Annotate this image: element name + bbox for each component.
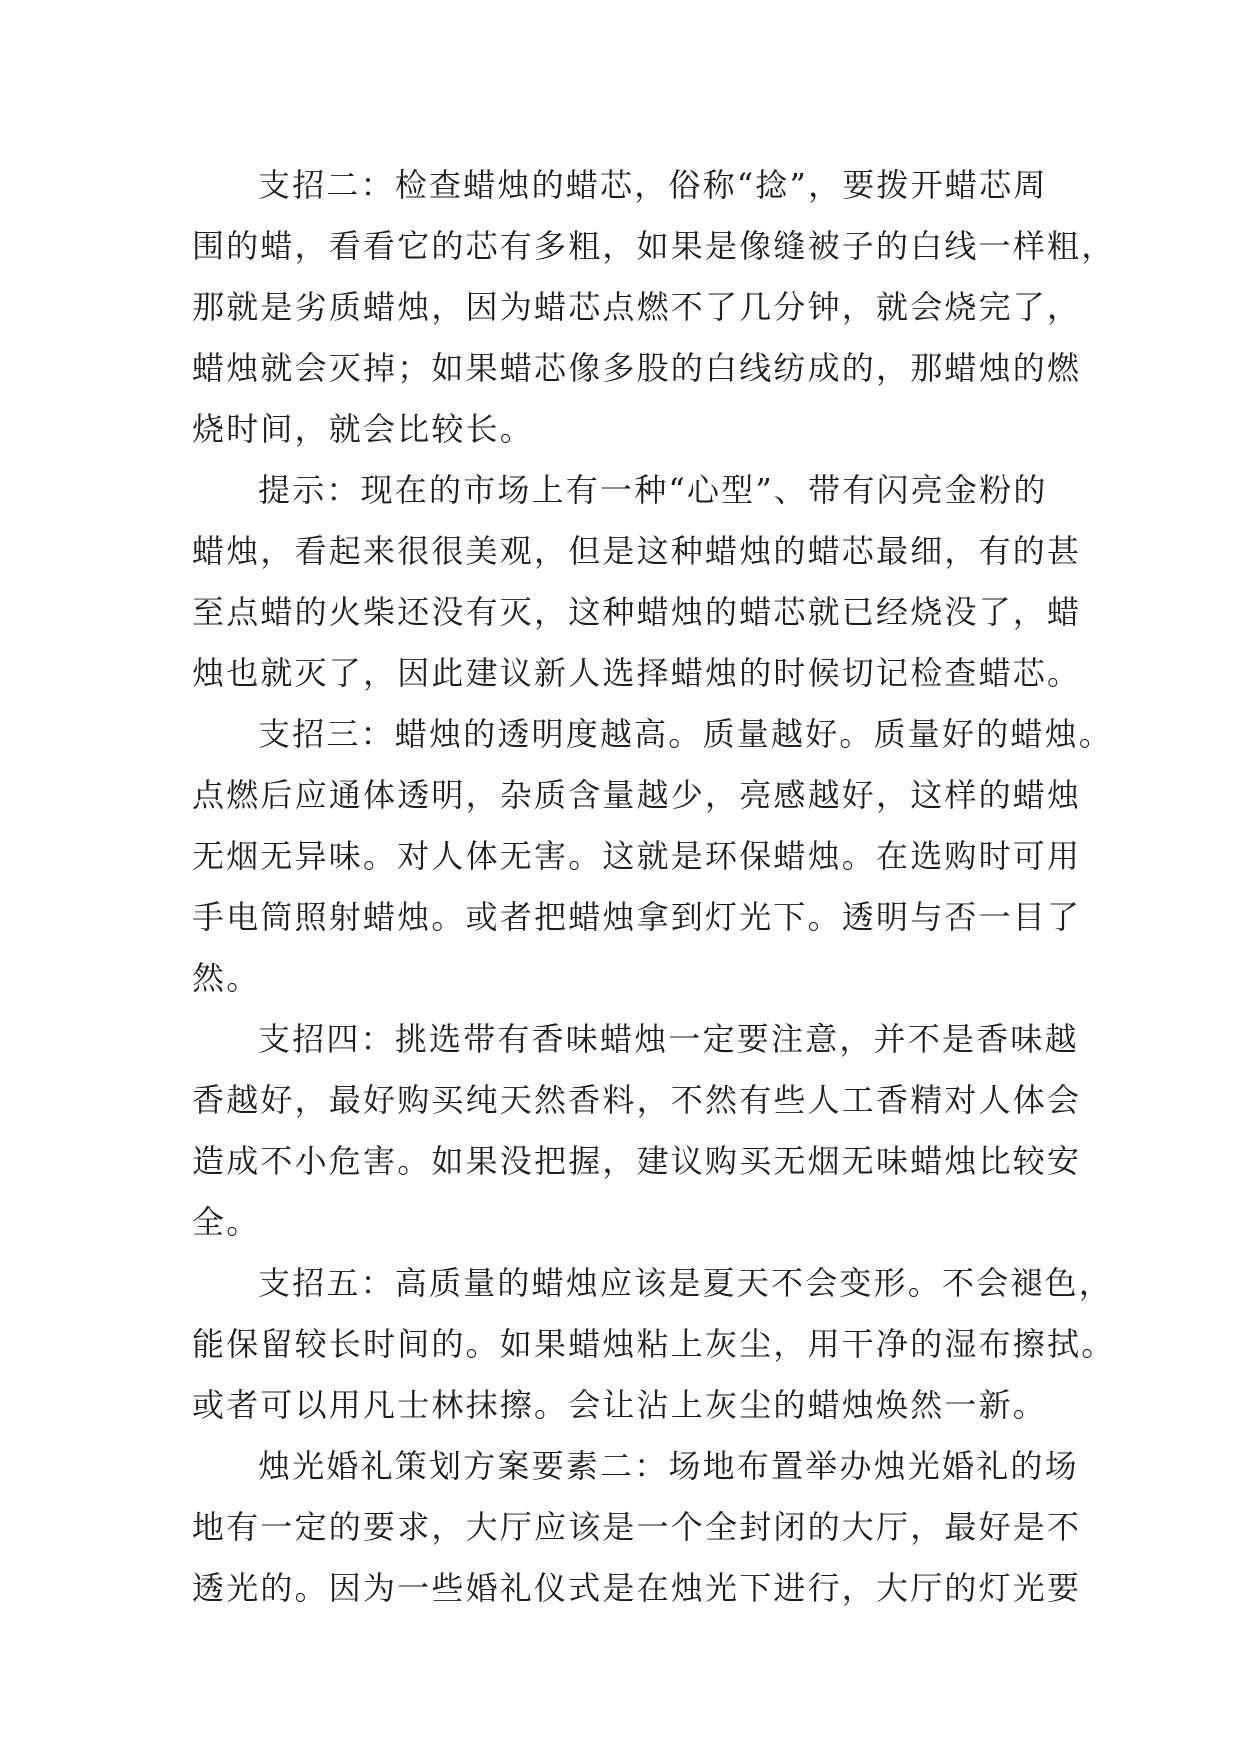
paragraph-line: 香越好，最好购买纯天然香料，不然有些人工香精对人体会 xyxy=(192,1081,1082,1119)
paragraph-line: 能保留较长时间的。如果蜡烛粘上灰尘，用干净的湿布擦拭。 xyxy=(192,1325,1116,1363)
paragraph-line: 造成不小危害。如果没把握，建议购买无烟无味蜡烛比较安 xyxy=(192,1142,1082,1180)
paragraph-line: 地有一定的要求，大厅应该是一个全封闭的大厅，最好是不 xyxy=(192,1508,1082,1546)
paragraph-line: 至点蜡的火柴还没有灭，这种蜡烛的蜡芯就已经烧没了，蜡 xyxy=(192,593,1082,631)
paragraph-line: 蜡烛就会灭掉；如果蜡芯像多股的白线纺成的，那蜡烛的燃 xyxy=(192,349,1082,387)
paragraph-line: 或者可以用凡士林抹擦。会让沾上灰尘的蜡烛焕然一新。 xyxy=(192,1386,1048,1424)
paragraph-line: 全。 xyxy=(192,1203,261,1241)
paragraph-line: 支招五：高质量的蜡烛应该是夏天不会变形。不会褪色， xyxy=(258,1264,1114,1302)
paragraph-line: 围的蜡，看看它的芯有多粗，如果是像缝被子的白线一样粗， xyxy=(192,227,1116,265)
paragraph-line: 无烟无异味。对人体无害。这就是环保蜡烛。在选购时可用 xyxy=(192,837,1082,875)
paragraph-line: 烧时间，就会比较长。 xyxy=(192,410,535,448)
paragraph-line: 点燃后应通体透明，杂质含量越少，亮感越好，这样的蜡烛 xyxy=(192,776,1082,814)
paragraph-line: 透光的。因为一些婚礼仪式是在烛光下进行，大厅的灯光要 xyxy=(192,1569,1082,1607)
paragraph-line: 然。 xyxy=(192,959,261,997)
paragraph-line: 提示：现在的市场上有一种“心型”、带有闪亮金粉的 xyxy=(258,471,1048,509)
paragraph-line: 蜡烛，看起来很很美观，但是这种蜡烛的蜡芯最细，有的甚 xyxy=(192,532,1082,570)
paragraph-line: 烛光婚礼策划方案要素二：场地布置举办烛光婚礼的场 xyxy=(258,1447,1079,1485)
paragraph-line: 那就是劣质蜡烛，因为蜡芯点燃不了几分钟，就会烧完了， xyxy=(192,288,1082,326)
paragraph-line: 烛也就灭了，因此建议新人选择蜡烛的时候切记检查蜡芯。 xyxy=(192,654,1082,692)
paragraph-line: 支招四：挑选带有香味蜡烛一定要注意，并不是香味越 xyxy=(258,1020,1079,1058)
paragraph-line: 手电筒照射蜡烛。或者把蜡烛拿到灯光下。透明与否一目了 xyxy=(192,898,1082,936)
paragraph-line: 支招三：蜡烛的透明度越高。质量越好。质量好的蜡烛。 xyxy=(258,715,1114,753)
paragraph-line: 支招二：检查蜡烛的蜡芯，俗称“捻”，要拨开蜡芯周 xyxy=(258,166,1048,204)
